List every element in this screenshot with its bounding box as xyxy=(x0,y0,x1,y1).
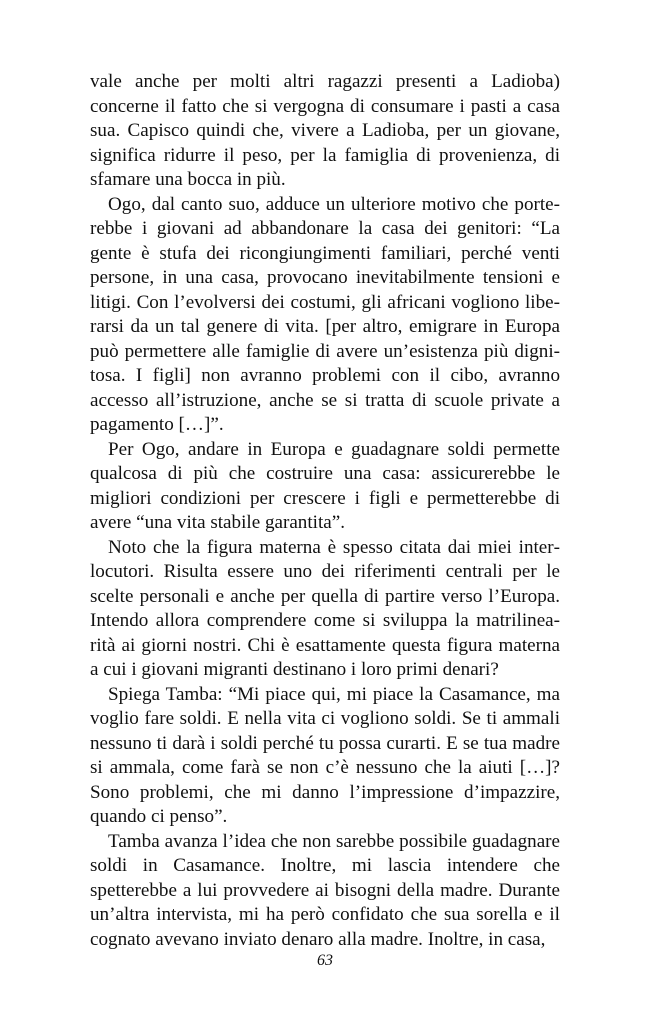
paragraph-1: vale anche per molti altri ragazzi presenti a Ladioba) concerne il fatto che si vergogna di consumare i pasti a casa sua. Capisco quindi che, vivere a Ladioba, per un giovane, significa ridurre il peso, per la famiglia di provenienza, di sfamare una bocca in più. xyxy=(90,71,560,190)
paragraph-2: Ogo, dal canto suo, adduce un ulteriore motivo che porterebbe i giovani ad abbandonare la casa dei genitori: “La gente è stufa dei ricongiungimenti familiari, perché venti persone, in una casa, provocano inevitabilmente tensioni e litigi. Con l’evolversi dei costumi, gli africani vogliono liberarsi da un tal genere di vita. [per altro, emigrare in Europa può permettere alle famiglie di avere un’esistenza più dignitosa. I figli] non avranno problemi con il cibo, avranno accesso all’istruzione, anche se si tratta di scuole private a pagamento […]”. xyxy=(90,193,560,435)
paragraph-3: Per Ogo, andare in Europa e guadagnare soldi permette qualcosa di più che costruire una casa: assicurerebbe le migliori condizioni per crescere i figli e permetterebbe di avere “una vita stabile garantita”. xyxy=(90,438,560,533)
page-number: 63 xyxy=(317,952,333,969)
paragraph-5: Spiega Tamba: “Mi piace qui, mi piace la Casamance, ma voglio fare soldi. E nella vita ci vogliono soldi. Se ti ammali nessuno ti darà i soldi perché tu possa curarti. E se tua madre si ammala, come farà se non c’è nessuno che la aiuti […]? Sono problemi, che mi danno l’impressione d’impazzire, quando ci penso”. xyxy=(90,683,560,827)
paragraph-4: Noto che la figura materna è spesso citata dai miei interlocutori. Risulta essere uno dei riferimenti centrali per le scelte personali e anche per quella di partire verso l’Europa. Intendo allora comprendere come si sviluppa la matrilinearità ai giorni nostri. Chi è esattamente questa figura materna a cui i giovani migranti destinano i loro primi denari? xyxy=(90,536,560,680)
paragraph-6: Tamba avanza l’idea che non sarebbe possibile guadagnare soldi in Casamance. Inoltre, mi lascia intendere che spetterebbe a lui provvedere ai bisogni della madre. Durante un’altra intervista, mi ha però confidato che sua sorella e il cognato avevano inviato denaro alla madre. Inoltre, in casa, xyxy=(90,830,560,950)
page-text xyxy=(90,70,560,952)
